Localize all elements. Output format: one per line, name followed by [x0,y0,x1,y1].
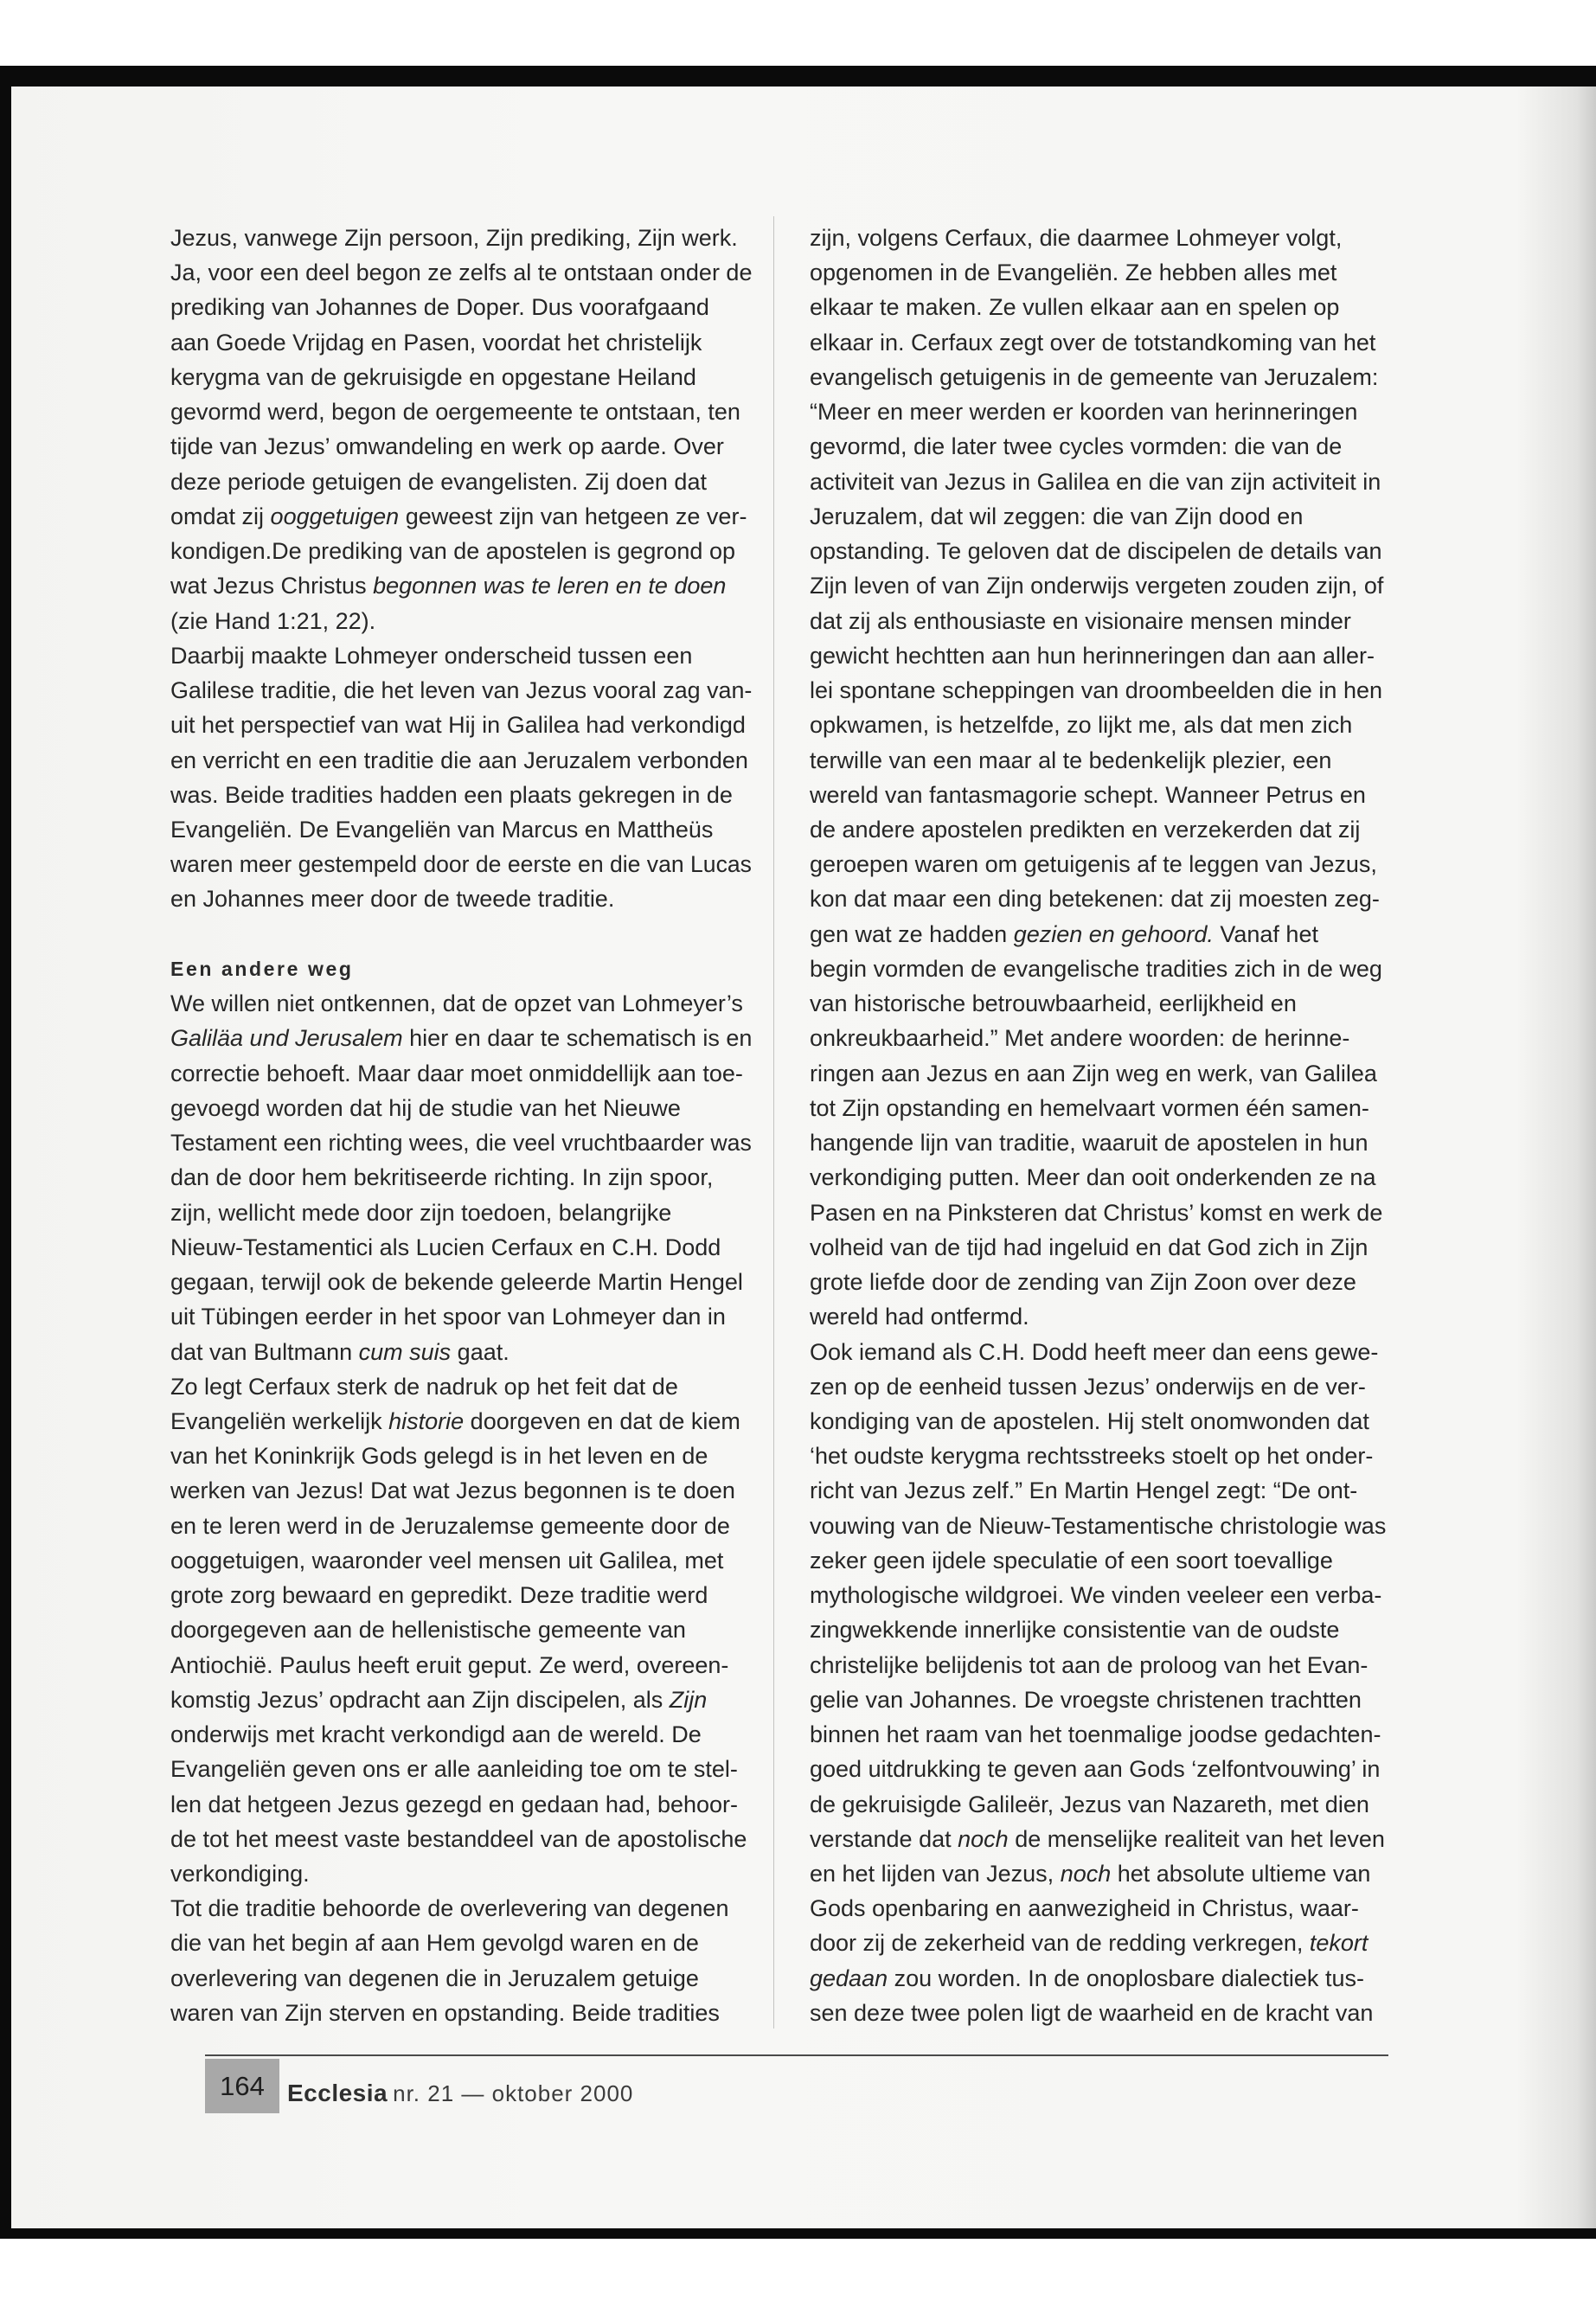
text-line: wereld van fantasmagorie schept. Wanneer Petrus en [810,781,1366,808]
text-line: die van het begin af aan Hem gevolgd waren en de [170,1930,699,1957]
text-line: dan de door hem bekritiseerde richting. In zijn spoor, [170,1164,714,1191]
text-line: hangende lijn van traditie, waaruit de apostelen in hun [810,1130,1368,1157]
text-line: uit Tübingen eerder in het spoor van Lohmeyer dan in [170,1304,726,1330]
text-line: Evangeliën. De Evangeliën van Marcus en Mattheüs [170,816,714,843]
text-line: grote zorg bewaard en gepredikt. Deze traditie werd [170,1582,708,1609]
text-line: kerygma van de gekruisigde en opgestane Heiland [170,363,696,390]
text-line: van historische betrouwbaarheid, eerlijkheid en [810,990,1297,1017]
text-line: elkaar in. Cerfaux zegt over de totstandkoming van het [810,329,1376,356]
page-footer [287,2078,633,2109]
text-line: elkaar te maken. Ze vullen elkaar aan en spelen op [810,294,1340,321]
text-line: onkreukbaarheid.” Met andere woorden: de herinne- [810,1025,1350,1052]
article-column-right [810,221,1391,2030]
text-line: zeker geen ijdele speculatie of een soort toevallige [810,1547,1333,1574]
text-line: dat zij als enthousiaste en visionaire mensen minder [810,607,1351,634]
text-line: gegaan, terwijl ook de bekende geleerde Martin Hengel [170,1269,743,1296]
text-line: sen deze twee polen ligt de waarheid en de kracht van [810,1999,1374,2026]
text-line: uit het perspectief van wat Hij in Galilea had verkondigd [170,712,746,739]
italic-phrase: cum suis [358,1338,452,1365]
text-line: Daarbij maakte Lohmeyer onderscheid tussen een [170,642,693,669]
text-line: en Johannes meer door de tweede traditie. [170,886,615,913]
text-line: zingwekkende innerlijke consistentie van de oudste [810,1617,1340,1644]
text-segment: verstande dat [810,1825,958,1852]
text-line: Zijn leven of van Zijn onderwijs vergeten zouden zijn, of [810,573,1384,599]
scan-border-bottom [0,2228,1596,2239]
text-line: en te leren werd in de Jeruzalemse gemeente door de [170,1512,730,1539]
column-divider [773,216,774,2029]
text-line [810,917,1318,952]
text-line [170,1404,740,1439]
section-heading: Een andere weg [170,957,354,980]
text-segment: wat Jezus Christus [170,573,374,599]
text-segment: het absolute ultieme van [1111,1861,1371,1888]
text-line: vouwing van de Nieuw-Testamentische christologie was [810,1512,1387,1539]
text-line: Nieuw-Testamentici als Lucien Cerfaux en C.H. Dodd [170,1234,721,1260]
text-line: gevormd, die later twee cycles vormden: die van de [810,433,1343,460]
text-line: geroepen waren om getuigenis af te leggen van Jezus, [810,851,1377,878]
text-line [170,1682,707,1717]
text-line: correctie behoeft. Maar daar moet onmiddellijk aan toe- [170,1060,743,1086]
text-segment: Evangeliën werkelijk [170,1407,389,1434]
italic-phrase: gedaan [810,1965,888,1991]
text-line: Zo legt Cerfaux sterk de nadruk op het feit dat de [170,1373,678,1400]
text-line [810,1856,1370,1891]
text-line: activiteit van Jezus in Galilea en die van zijn activiteit in [810,468,1381,495]
text-line: terwille van een maar al te bedenkelijk plezier, een [810,747,1332,773]
text-line: volheid van de tijd had ingeluid en dat God zich in Zijn [810,1234,1368,1260]
text-line: Pasen en na Pinksteren dat Christus’ komst en werk de [810,1199,1383,1226]
text-line: goed uitdrukking te geven aan Gods ‘zelfontvouwing’ in [810,1756,1381,1783]
text-line: ringen aan Jezus en aan Zijn weg en werk, van Galilea [810,1060,1377,1086]
italic-phrase: ooggetuigen [270,503,400,529]
text-line: “Meer en meer werden er koorden van herinneringen [810,399,1358,426]
italic-phrase: begonnen was te leren en te doen [373,573,727,599]
text-line: werken van Jezus! Dat wat Jezus begonnen is te doen [170,1477,735,1504]
text-line: verkondiging putten. Meer dan ooit onderkenden ze na [810,1164,1376,1191]
text-line: Ja, voor een deel begon ze zelfs al te ontstaan onder de [170,260,753,286]
text-line: zijn, volgens Cerfaux, die daarmee Lohmeyer volgt, [810,225,1343,251]
text-line: (zie Hand 1:21, 22). [170,607,376,634]
text-line: gevoegd worden dat hij de studie van het Nieuwe [170,1094,681,1121]
scan-border-left [0,66,11,2239]
text-line: Ook iemand als C.H. Dodd heeft meer dan eens gewe- [810,1338,1379,1365]
text-line: Evangeliën geven ons er alle aanleiding toe om te stel- [170,1756,738,1783]
text-line [810,1822,1385,1856]
text-line: begin vormden de evangelische tradities zich in de weg [810,955,1382,982]
text-segment: en het lijden van Jezus, [810,1861,1061,1888]
text-line: gelie van Johannes. De vroegste christenen trachtten [810,1686,1362,1713]
text-line: aan Goede Vrijdag en Pasen, voordat het christelijk [170,329,702,356]
text-segment: zou worden. In de onoplosbare dialectiek tus- [888,1965,1364,1991]
text-line: deze periode getuigen de evangelisten. Zij doen dat [170,468,707,495]
text-line: grote liefde door de zending van Zijn Zoon over deze [810,1269,1356,1296]
text-line: lei spontane scheppingen van droombeelden die in hen [810,677,1383,704]
text-line [170,499,747,534]
text-line: christelijke belijdenis tot aan de proloog van het Evan- [810,1651,1368,1678]
text-line: waren van Zijn sterven en opstanding. Beide tradities [170,1999,720,2026]
text-line: de gekruisigde Galileër, Jezus van Nazareth, met dien [810,1791,1369,1817]
text-line: opstanding. Te geloven dat de discipelen de details van [810,538,1382,565]
text-segment: omdat zij [170,503,271,529]
text-line: tijde van Jezus’ omwandeling en werk op aarde. Over [170,433,724,460]
italic-phrase: Galiläa und Jerusalem [170,1025,403,1052]
text-line: gevormd werd, begon de oergemeente te ontstaan, ten [170,399,740,426]
text-line: zen op de eenheid tussen Jezus’ onderwijs en de ver- [810,1373,1366,1400]
text-line: doorgegeven aan de hellenistische gemeente van [170,1617,686,1644]
text-line: tot Zijn opstanding en hemelvaart vormen één samen- [810,1094,1369,1121]
text-segment: doorgeven en dat de kiem [464,1407,740,1434]
italic-phrase: gezien en gehoord. [1013,920,1214,947]
text-line: onderwijs met kracht verkondigd aan de wereld. De [170,1721,702,1748]
text-line: waren meer gestempeld door de eerste en die van Lucas [170,851,752,878]
text-line: Antiochië. Paulus heeft eruit geput. Ze werd, overeen- [170,1651,729,1678]
text-line: gewicht hechtten aan hun herinneringen dan aan aller- [810,642,1375,669]
text-line: mythologische wildgroei. We vinden veeleer een verba- [810,1582,1382,1609]
text-line: opgenomen in de Evangeliën. Ze hebben alles met [810,260,1337,286]
text-segment: dat van Bultmann [170,1338,359,1365]
italic-phrase: Zijn [669,1686,708,1713]
text-segment: gen wat ze hadden [810,920,1014,947]
text-line: zijn, wellicht mede door zijn toedoen, belangrijke [170,1199,672,1226]
journal-name: Ecclesia [287,2080,388,2106]
text-line: len dat hetgeen Jezus gezegd en gedaan had, behoor- [170,1791,739,1817]
text-line: prediking van Johannes de Doper. Dus voorafgaand [170,294,709,321]
page-number: 164 [205,2059,279,2113]
text-segment: door zij de zekerheid van de redding verkregen, [810,1930,1310,1957]
text-line: Tot die traditie behoorde de overlevering van degenen [170,1895,729,1922]
text-segment: gaat. [451,1338,510,1365]
issue-info: nr. 21 — oktober 2000 [393,2080,634,2106]
text-line: Galilese traditie, die het leven van Jezus vooral zag van- [170,677,753,704]
text-line: We willen niet ontkennen, dat de opzet van Lohmeyer’s [170,990,743,1017]
text-line: kondiging van de apostelen. Hij stelt onomwonden dat [810,1407,1369,1434]
text-line: was. Beide tradities hadden een plaats gekregen in de [170,781,733,808]
text-line: de andere apostelen predikten en verzekerden dat zij [810,816,1361,843]
text-line: richt van Jezus zelf.” En Martin Hengel zegt: “De ont- [810,1477,1358,1504]
text-line: opkwamen, is hetzelfde, zo lijkt me, als dat men zich [810,712,1353,739]
text-line: Gods openbaring en aanwezigheid in Christus, waar- [810,1895,1359,1922]
text-line: wereld had ontfermd. [810,1304,1029,1330]
text-line: overlevering van degenen die in Jeruzalem getuige [170,1965,699,1991]
article-column-left [170,221,752,2030]
text-segment: komstig Jezus’ opdracht aan Zijn discipelen, als [170,1686,670,1713]
text-line [170,568,726,603]
italic-phrase: noch [1060,1861,1112,1888]
italic-phrase: tekort [1309,1930,1368,1957]
footer-rule [205,2054,1388,2056]
text-line [810,1926,1368,1960]
text-segment: de menselijke realiteit van het leven [1008,1825,1385,1852]
text-line: evangelisch getuigenis in de gemeente van Jeruzalem: [810,363,1379,390]
scan-border-top [0,66,1596,87]
text-line: Jeruzalem, dat wil zeggen: die van Zijn dood en [810,503,1304,529]
text-segment: Vanaf het [1213,920,1318,947]
text-line [810,1961,1364,1996]
text-line: kondigen.De prediking van de apostelen is gegrond op [170,538,735,565]
text-segment: geweest zijn van hetgeen ze ver- [399,503,747,529]
text-line: Testament een richting wees, die veel vruchtbaarder was [170,1130,752,1157]
text-line: verkondiging. [170,1861,310,1888]
text-line: kon dat maar een ding betekenen: dat zij moesten zeg- [810,886,1380,913]
text-line: Jezus, vanwege Zijn persoon, Zijn prediking, Zijn werk. [170,225,738,251]
text-line: de tot het meest vaste bestanddeel van de apostolische [170,1825,747,1852]
italic-phrase: historie [388,1407,465,1434]
text-segment: hier en daar te schematisch is en [402,1025,753,1052]
text-line [170,1021,752,1055]
text-line [170,1335,510,1369]
italic-phrase: noch [958,1825,1009,1852]
text-line: binnen het raam van het toenmalige joodse gedachten- [810,1721,1381,1748]
text-line: ooggetuigen, waaronder veel mensen uit Galilea, met [170,1547,724,1574]
text-line: en verricht en een traditie die aan Jeruzalem verbonden [170,747,748,773]
text-line: van het Koninkrijk Gods gelegd is in het leven en de [170,1443,708,1470]
text-line: ‘het oudste kerygma rechtsstreeks stoelt op het onder- [810,1443,1374,1470]
